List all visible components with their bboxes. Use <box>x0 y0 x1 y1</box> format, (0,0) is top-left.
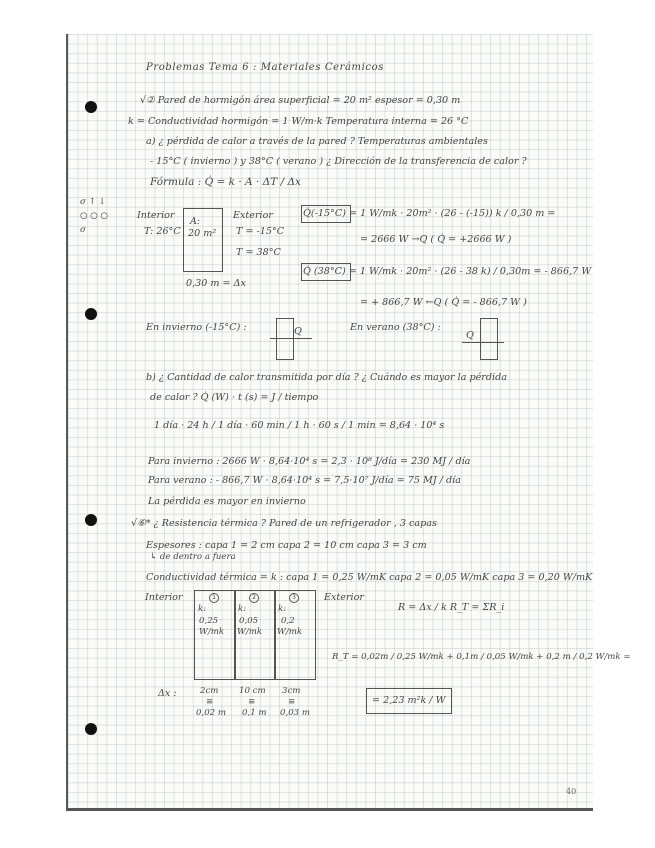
calc-winter-2: = 2666 W →Q ( Q̇ = +2666 W ) <box>360 234 512 245</box>
problem-2-header: √② Pared de hormigón área superficial = 20 m² espesor = 0,30 m <box>140 95 461 106</box>
question-a-line1: a) ¿ pérdida de calor a través de la pared ? Temperaturas ambientales <box>146 136 488 147</box>
layer-2-m: 0,1 m <box>242 708 267 718</box>
wall-winter-icon <box>276 318 294 360</box>
layer-3-number: 3 <box>289 593 299 603</box>
layer-2-unit: W/mk <box>237 627 263 637</box>
binder-hole <box>85 723 97 735</box>
layer-3-eq: ≡ <box>288 697 296 707</box>
total-resistance-result: = 2,23 m²k / W <box>372 695 446 706</box>
summer-label: En verano (38°C) : <box>350 322 441 333</box>
seconds-per-day: 1 día · 24 h / 1 día · 60 min / 1 h · 60 s / 1 min = 8,64 · 10⁴ s <box>154 420 445 431</box>
layer-1-m: 0,02 m <box>196 708 227 718</box>
calc-summer-2: = + 866,7 W ←Q ( Q̇ = - 866,7 W ) <box>360 297 527 308</box>
arrow-right-icon <box>270 338 312 339</box>
layer-1-number: 1 <box>209 593 219 603</box>
result-box <box>366 688 452 714</box>
layer-3-k: k: <box>278 604 287 614</box>
problem-2-conductivity: k = Conductividad hormigón = 1 W/m·k Temperatura interna = 26 °C <box>128 116 469 127</box>
question-b-line2: de calor ? Q̇ (W) · t (s) = J / tiempo <box>150 392 319 403</box>
layer-1-dx: 2cm <box>200 686 219 696</box>
wall-summer-icon <box>480 318 498 360</box>
thickness-note: ↳ de dentro a fuera <box>150 552 236 562</box>
calc-summer-1: Q̇ (38°C) = 1 W/mk · 20m² · (26 - 38 k) / 0,30m = - 866,7 W <box>303 266 592 277</box>
exterior-temp-summer: T = 38°C <box>236 247 281 258</box>
layer-1-value: 0,25 <box>199 616 219 626</box>
wall-area: 20 m² <box>188 228 217 239</box>
wall-diagram <box>183 208 223 272</box>
layer-3-unit: W/mk <box>277 627 303 637</box>
interior-temperature: T: 26°C <box>144 226 181 237</box>
delta-x-label: Δx : <box>158 688 177 699</box>
question-a-line2: - 15°C ( invierno ) y 38°C ( verano ) ¿ Dirección de la transferencia de calor ? <box>150 156 527 167</box>
page-number: 40 <box>566 787 577 796</box>
layer-2-value: 0,05 <box>239 616 259 626</box>
problem-6-header: √⑥* ¿ Resistencia térmica ? Pared de un refrigerador , 3 capas <box>131 518 437 529</box>
total-resistance-calc: R_T = 0,02m / 0,25 W/mk + 0,1m / 0,05 W/mk + 0,2 m / 0,2 W/mk = <box>332 652 631 662</box>
layer-1-eq: ≡ <box>206 697 214 707</box>
winter-label: En invierno (-15°C) : <box>146 322 247 333</box>
calc-winter-1: Q̇(-15°C) = 1 W/mk · 20m² · (26 - (-15)) k / 0,30 m = <box>303 208 556 219</box>
binder-hole <box>85 514 97 526</box>
layer-2-k: k: <box>238 604 247 614</box>
exterior-temp-winter: T = -15°C <box>236 226 285 237</box>
interior-label: Interior <box>137 210 175 221</box>
arrow-left-icon <box>462 342 504 343</box>
layer-3-dx: 3cm <box>282 686 301 696</box>
boxed-label <box>301 263 351 281</box>
boxed-label <box>301 205 351 223</box>
formula: Fórmula : Q̇ = k · A · ΔT / Δx <box>150 176 301 188</box>
page-title: Problemas Tema 6 : Materiales Cerámicos <box>146 62 384 73</box>
conductivities: Conductividad térmica = k : capa 1 = 0,25 W/mK capa 2 = 0,05 W/mK capa 3 = 0,20 W/mK <box>146 572 593 583</box>
layer-2-dx: 10 cm <box>239 686 266 696</box>
binder-hole <box>85 308 97 320</box>
conclusion: La pérdida es mayor en invierno <box>148 496 306 507</box>
question-b-line1: b) ¿ Cantidad de calor transmitida por día ? ¿ Cuándo es mayor la pérdida <box>146 372 507 383</box>
wall-area-label: A: <box>190 216 201 227</box>
summer-result: Para verano : - 866,7 W · 8,64·10⁴ s = 7,5·10⁷ J/día = 75 MJ / día <box>148 475 461 486</box>
binder-hole <box>85 101 97 113</box>
thicknesses: Espesores : capa 1 = 2 cm capa 2 = 10 cm capa 3 = 3 cm <box>146 540 427 551</box>
layer-3-m: 0,03 m <box>280 708 311 718</box>
wall-thickness: 0,30 m = Δx <box>186 278 246 289</box>
layer-1-unit: W/mk <box>199 627 225 637</box>
exterior-label: Exterior <box>233 210 273 221</box>
layer-1-k: k: <box>198 604 207 614</box>
margin-notes: σ ↑ ↓ ○ ○ ○ σ <box>80 197 108 235</box>
interior-label-p6: Interior <box>145 592 183 603</box>
winter-result: Para invierno : 2666 W · 8,64·10⁴ s = 2,3 · 10⁸ J/día = 230 MJ / día <box>148 456 471 467</box>
heat-flow-summer: Q <box>466 330 474 341</box>
heat-flow-winter: Q <box>294 326 302 337</box>
layer-2-eq: ≡ <box>248 697 256 707</box>
resistance-formula: R = Δx / k R_T = ΣR_i <box>398 602 505 613</box>
layer-2-number: 2 <box>249 593 259 603</box>
exterior-label-p6: Exterior <box>324 592 364 603</box>
layer-3-value: 0,2 <box>281 616 295 626</box>
